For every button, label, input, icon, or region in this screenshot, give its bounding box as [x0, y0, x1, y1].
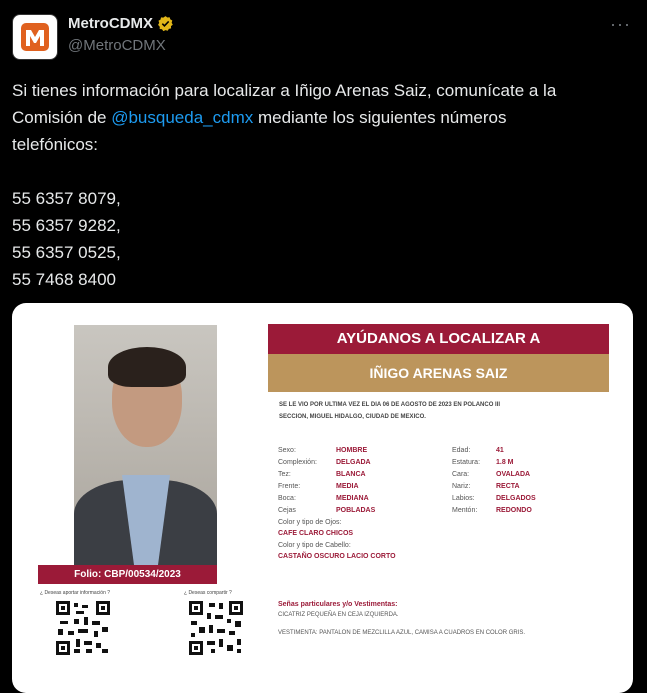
- last-seen-text: [279, 399, 599, 423]
- spacer: [12, 158, 634, 185]
- field-value: DELGADOS: [496, 495, 536, 502]
- field-label: Tez:: [278, 471, 291, 478]
- eyes-value: CAFE CLARO CHICOS: [278, 530, 354, 537]
- mention-link[interactable]: @busqueda_cdmx: [111, 108, 254, 127]
- qr-code-icon: [56, 601, 110, 655]
- marks-value: CICATRIZ PEQUEÑA EN CEJA IZQUIERDA.: [278, 612, 399, 618]
- field-value: BLANCA: [336, 471, 366, 478]
- field-value: OVALADA: [496, 471, 531, 478]
- eyes-label: Color y tipo de Ojos:: [278, 519, 342, 526]
- field-label: Edad:: [452, 447, 471, 454]
- field-label: Estatura:: [452, 459, 481, 466]
- post-text-segment: mediante los siguientes números: [253, 108, 507, 127]
- field-value: MEDIA: [336, 483, 359, 490]
- verified-badge-icon: [157, 15, 174, 32]
- field-value: 41: [496, 447, 504, 454]
- post-line: Si tienes información para localizar a Iñigo Arenas Saiz, comunícate a la: [12, 81, 557, 100]
- poster-banner-title: AYÚDANOS A LOCALIZAR A: [268, 324, 609, 354]
- field-label: Frente:: [278, 483, 301, 490]
- post-text: [12, 77, 634, 293]
- field-label: Mentón:: [452, 507, 478, 514]
- qr-label-info: ¿ Deseas aportar información ?: [40, 590, 111, 596]
- field-value: POBLADAS: [336, 507, 376, 514]
- phone-number: 55 6357 0525,: [12, 243, 121, 262]
- phone-number: 55 7468 8400: [12, 270, 116, 289]
- author-name[interactable]: MetroCDMX: [68, 15, 153, 32]
- author-handle[interactable]: @MetroCDMX: [68, 37, 166, 54]
- author-name-row[interactable]: [68, 15, 174, 32]
- hair-value: CASTAÑO OSCURO LACIO CORTO: [278, 553, 396, 560]
- field-label: Nariz:: [452, 483, 471, 490]
- field-value: HOMBRE: [336, 447, 368, 454]
- metro-logo-icon: [21, 23, 49, 51]
- search-poster-image[interactable]: [12, 303, 633, 693]
- field-value: RECTA: [496, 483, 520, 490]
- qr-code-icon: [189, 601, 243, 655]
- avatar[interactable]: [12, 14, 58, 60]
- qr-label-share: ¿ Deseas compartir ?: [184, 590, 232, 596]
- post-text-segment: Comisión de: [12, 108, 112, 127]
- field-value: 1.8 M: [496, 459, 514, 466]
- folio-label: Folio: CBP/00534/2023: [38, 565, 217, 584]
- phone-number: 55 6357 9282,: [12, 216, 121, 235]
- clothing-text: VESTIMENTA: PANTALON DE MEZCLILLA AZUL, CAMISA A CUADROS EN COLOR GRIS.: [278, 630, 526, 636]
- field-label: Labios:: [452, 495, 475, 502]
- field-label: Cara:: [452, 471, 470, 478]
- marks-title: Señas particulares y/o Vestimentas:: [278, 601, 398, 608]
- post-line: telefónicos:: [12, 135, 98, 154]
- field-value: REDONDO: [496, 507, 532, 514]
- hair-label: Color y tipo de Cabello:: [278, 542, 351, 549]
- last-seen-line: SECCION, MIGUEL HIDALGO, CIUDAD DE MEXICO.: [279, 414, 426, 420]
- field-value: DELGADA: [336, 459, 371, 466]
- missing-person-photo: [74, 325, 217, 565]
- poster-banner-name: IÑIGO ARENAS SAIZ: [268, 354, 609, 392]
- field-label: Boca:: [278, 495, 296, 502]
- field-value: MEDIANA: [336, 495, 369, 502]
- photo-hair: [108, 347, 186, 387]
- field-label: Cejas: [278, 507, 296, 514]
- more-options-icon[interactable]: ···: [610, 14, 631, 34]
- field-label: Sexo:: [278, 447, 296, 454]
- post-line: [12, 104, 634, 131]
- last-seen-line: SE LE VIO POR ULTIMA VEZ EL DIA 06 DE AGOSTO DE 2023 EN POLANCO III: [279, 402, 501, 408]
- field-label: Complexión:: [278, 459, 317, 466]
- phone-number: 55 6357 8079,: [12, 189, 121, 208]
